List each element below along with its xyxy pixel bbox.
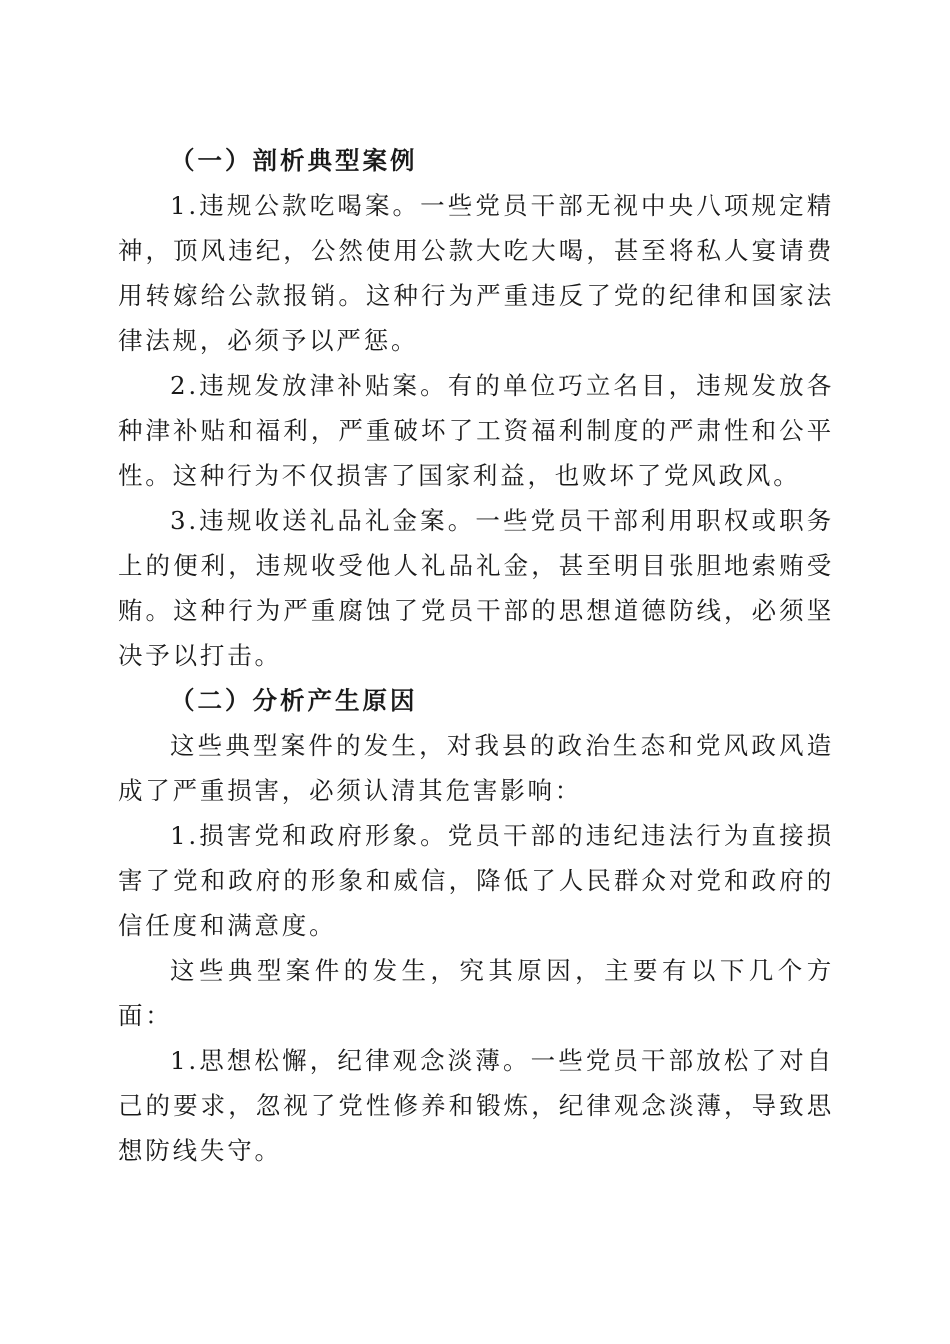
paragraph-harm-intro: 这些典型案件的发生，对我县的政治生态和党风政风造成了严重损害，必须认清其危害影响： (118, 731, 834, 805)
section-heading-2: （二）分析产生原因 (170, 686, 418, 715)
paragraph-cause-1: 1.思想松懈，纪律观念淡薄。一些党员干部放松了对自己的要求，忽视了党性修养和锻炼，纪律观念淡薄，导致思想防线失守。 (118, 1046, 834, 1165)
paragraph-case-1: 1.违规公款吃喝案。一些党员干部无视中央八项规定精神，顶风违纪，公然使用公款大吃大喝，甚至将私人宴请费用转嫁给公款报销。这种行为严重违反了党的纪律和国家法律法规，必须予以严惩。 (118, 191, 834, 355)
paragraph-case-2: 2.违规发放津补贴案。有的单位巧立名目，违规发放各种津补贴和福利，严重破坏了工资福利制度的严肃性和公平性。这种行为不仅损害了国家利益，也败坏了党风政风。 (118, 371, 834, 490)
paragraph-cause-intro: 这些典型案件的发生，究其原因，主要有以下几个方面： (118, 956, 834, 1030)
section-heading-1: （一）剖析典型案例 (170, 146, 418, 175)
document-body (118, 138, 834, 1173)
paragraph-case-3: 3.违规收送礼品礼金案。一些党员干部利用职权或职务上的便利，违规收受他人礼品礼金，甚至明目张胆地索贿受贿。这种行为严重腐蚀了党员干部的思想道德防线，必须坚决予以打击。 (118, 506, 834, 670)
paragraph-harm-1: 1.损害党和政府形象。党员干部的违纪违法行为直接损害了党和政府的形象和威信，降低了人民群众对党和政府的信任度和满意度。 (118, 821, 834, 940)
